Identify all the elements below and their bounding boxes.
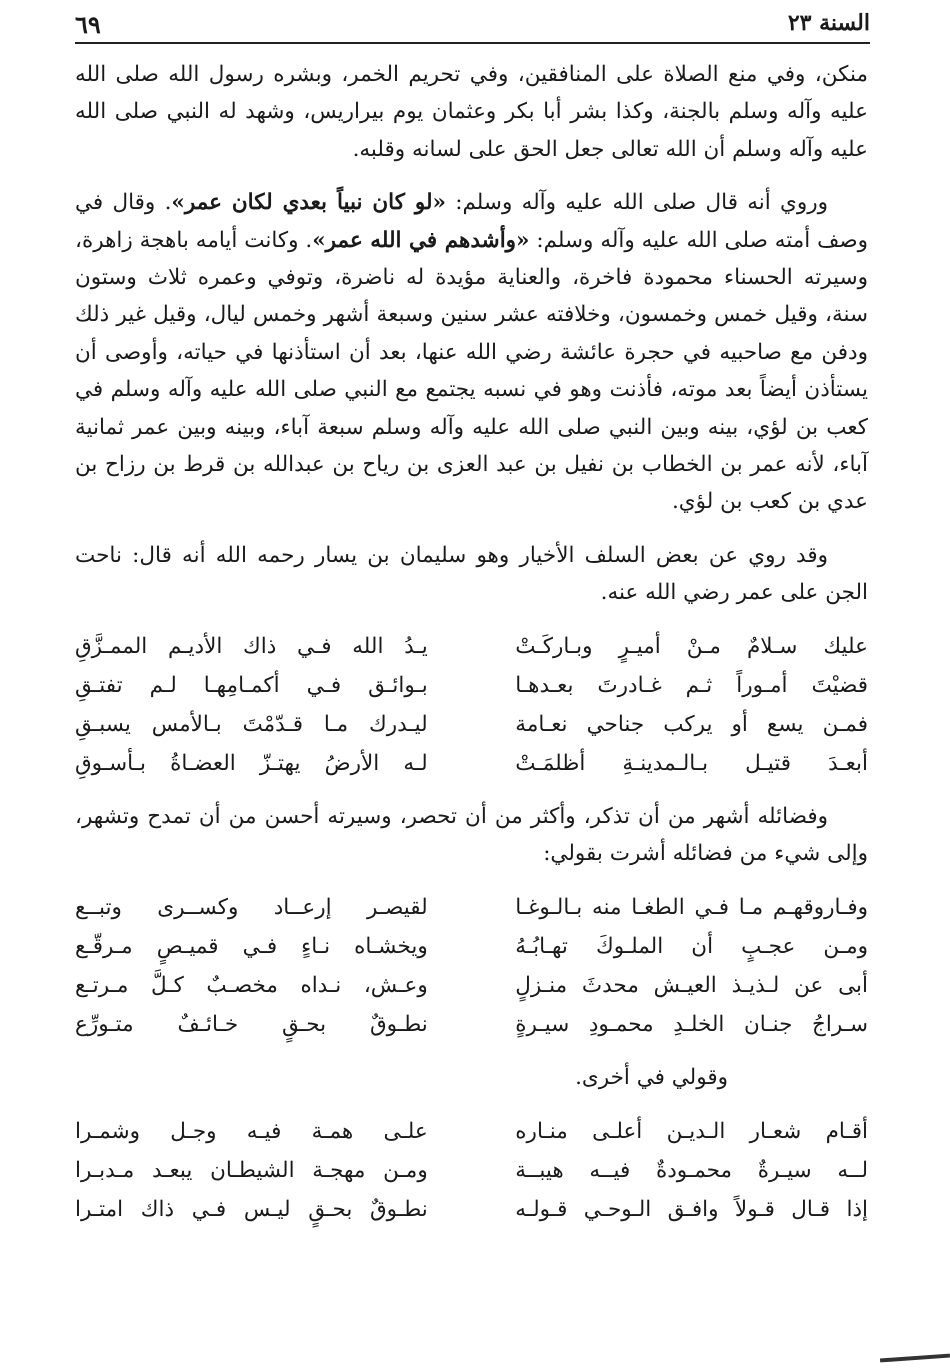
verse-first-hemistich: أبى عن لـذيـذ العيـش محدثَ منـزلٍ	[515, 973, 868, 999]
verse-second-hemistich: لـه الأرضُ يهتـزّ العضـاةُ بـأسـوقِ	[75, 751, 428, 777]
paragraph-5: وقولي في أخرى.	[575, 1064, 728, 1090]
poem-verse	[75, 889, 868, 928]
page-header	[75, 8, 870, 44]
hadith-quote-1: «لو كان نبياً بعدي لكان عمر»	[171, 190, 446, 216]
page-body	[75, 56, 868, 1243]
verse-second-hemistich: علـى همـة فيـه وجـل وشمـرا	[75, 1118, 428, 1144]
poem-verse	[75, 628, 868, 667]
hadith-quote-2: «وأشدهم في الله عمر»	[312, 227, 530, 253]
poem-verse	[75, 1151, 868, 1190]
paragraph-2	[75, 184, 868, 521]
running-title: السنة ٢٣	[787, 10, 870, 36]
page-number: ٦٩	[75, 10, 101, 39]
poem-verse	[75, 706, 868, 745]
poem-verse	[75, 967, 868, 1006]
verse-second-hemistich: وعـش، نـداه مخصـبٌ كـلَّ مـرتـع	[75, 973, 428, 999]
paragraph-2-part-a: وروي أنه قال صلى الله عليه وآله وسلم:	[445, 190, 828, 216]
paragraph-3: وقد روي عن بعض السلف الأخيار وهو سليمان بن يسار رحمه الله أنه قال: ناحت الجن على عمر رضي الله عنه.	[75, 542, 868, 606]
poem-verse	[75, 1190, 868, 1229]
verse-first-hemistich: أبعـدَ قتيـل بـالـمدينـةِ أظلمَـتْ	[515, 751, 868, 777]
verse-second-hemistich: ويخشـاه نـاءٍ فـي قميـصٍ مـرقّـع	[75, 934, 428, 960]
verse-first-hemistich: إذا قـال قـولاً وافـق الـوحـي قـولـه	[515, 1196, 868, 1222]
verse-first-hemistich: عليك سـلامٌ مـنْ أميـرٍ وبـاركَـتْ	[515, 634, 868, 660]
verse-second-hemistich: ومـن مهجـة الشيطـان يبعـد مـدبـرا	[75, 1157, 428, 1183]
verse-second-hemistich: نطـوقٌ بحـقٍ خـائـفٌ متـورِّع	[75, 1012, 428, 1038]
poem-verse	[75, 928, 868, 967]
verse-first-hemistich: ومـن عجـبٍ أن الملـوكَ تهـابُـهُ	[515, 934, 868, 960]
poem-2	[75, 889, 868, 1045]
verse-first-hemistich: وفـاروقهـم مـا فـي الطغـا منه بـالـوغـا	[515, 895, 868, 921]
verse-first-hemistich: لــه سيـرةٌ محمـودةٌ فيــه هيبــة	[515, 1157, 868, 1183]
paragraph-2-part-c: . وكانت أيامه باهجة زاهرة، وسيرته الحسناء محمودة فاخرة، والعناية مؤيدة له ناضرة، وتوفي وعمره ثلاث وستون سنة، وقيل خمس وخمسون، وخلافته عشر سنين وسبعة أشهر وخمس ليال، وقيل غير ذلك ودفن مع صاحبيه في حجرة عائشة رضي الله عنها، بعد أن استأذنها في حياته، وأوصى أن يستأذن أيضاً بعد موته، فأذنت وهو في نسبه يجتمع مع النبي صلى الله عليه وآله وسلم في كعب بن لؤي، بينه وبين النبي صلى الله عليه وآله وسلم سبعة آباء، وبينه وبين عمر ثمانية آباء، لأنه عمر بن الخطاب بن نفيل بن عبد العزى بن رياح بن عبدالله بن قرط بن رزاح بن عدي بن كعب بن لؤي.	[75, 227, 868, 515]
verse-first-hemistich: فمـن يسع أو يركب جناحي نعـامة	[515, 712, 868, 738]
verse-first-hemistich: قضيْتَ أمـوراً ثـم غـادرتَ بعـدهـا	[515, 673, 868, 699]
verse-second-hemistich: نطـوقٌ بحـقٍ ليـس فـي ذاك امتـرا	[75, 1196, 428, 1222]
poem-verse	[75, 667, 868, 706]
paragraph-1: منكن، وفي منع الصلاة على المنافقين، وفي تحريم الخمر، وبشره رسول الله صلى الله عليه وآله وسلم بالجنة، وكذا بشر أبا بكر وعثمان يوم بيراريس، وشهد له النبي صلى الله عليه وآله وسلم أن الله تعالى جعل الحق على لسانه وقلبه.	[75, 62, 868, 162]
poem-verse	[75, 1006, 868, 1045]
verse-second-hemistich: ليـدرك مـا قـدّمْتَ بـالأمس يسبـقِ	[75, 712, 428, 738]
scan-edge-mark	[880, 1354, 950, 1363]
verse-second-hemistich: بـوائـق فـي أكمـامِهـا لـم تفتـقِ	[75, 673, 428, 699]
poem-verse	[75, 745, 868, 784]
poem-1	[75, 628, 868, 784]
verse-first-hemistich: سـراجُ جنـان الخلـدِ محمـودِ سيـرةٍ	[515, 1012, 868, 1038]
paragraph-4: وفضائله أشهر من أن تذكر، وأكثر من أن تحصر، وسيرته أحسن من أن تمدح وتشهر، وإلى شيء من فضائله أشرت بقولي:	[75, 803, 868, 867]
paragraph-2-part-b: . وقال في وصف أمته صلى الله عليه وآله وسلم:	[75, 190, 868, 253]
verse-second-hemistich: يـدُ الله فـي ذاك الأديـم الممـزَّقِ	[75, 634, 428, 660]
poem-3	[75, 1112, 868, 1229]
verse-second-hemistich: لقيصـر إرعــاد وكســرى وتبــع	[75, 895, 428, 921]
poem-verse	[75, 1112, 868, 1151]
verse-first-hemistich: أقـام شعـار الـديـن أعلـى منـاره	[515, 1118, 868, 1144]
